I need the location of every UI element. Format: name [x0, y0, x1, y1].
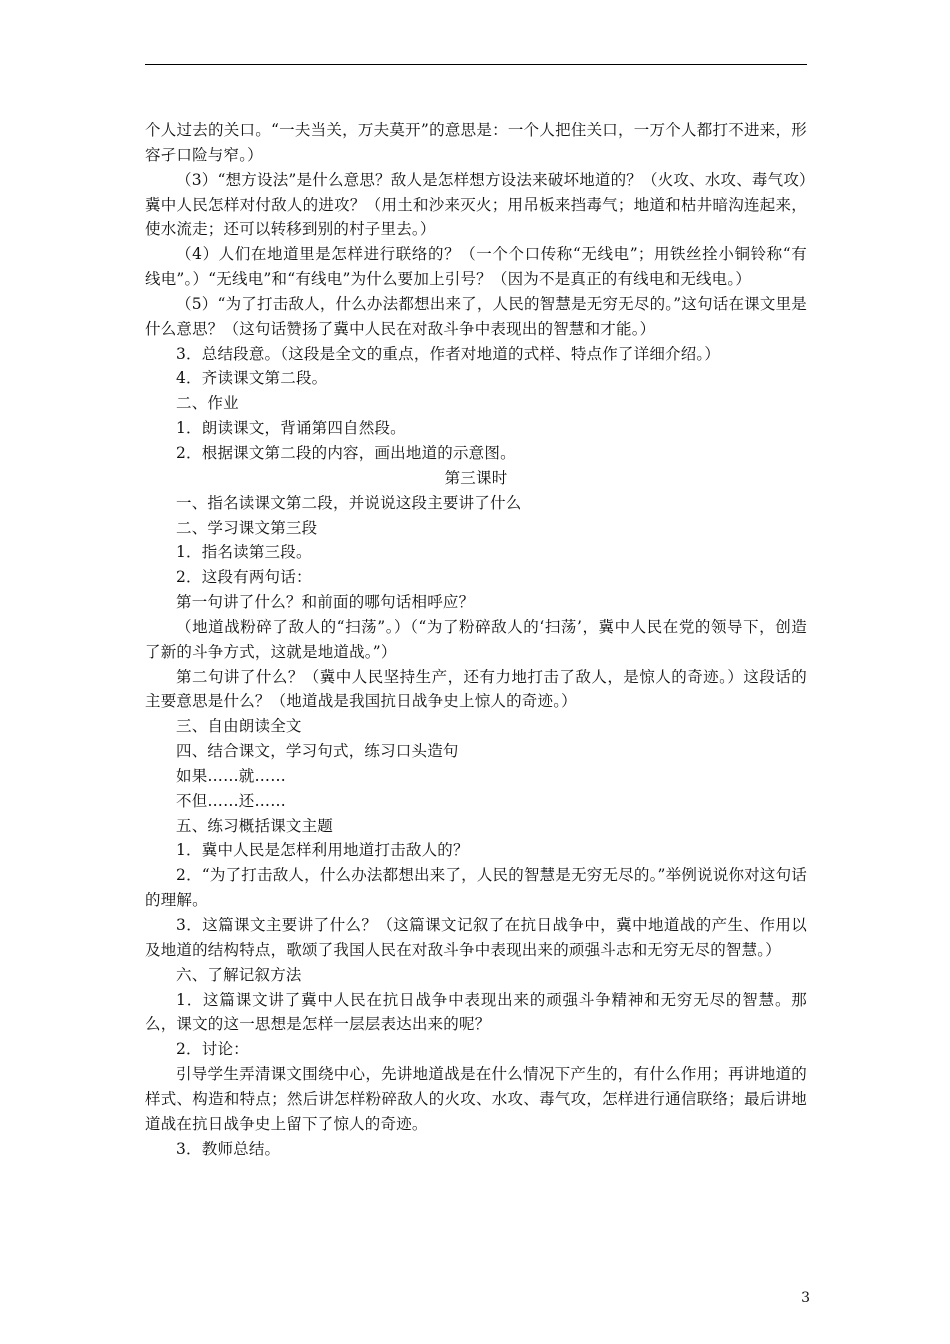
paragraph: 1．这篇课文讲了冀中人民在抗日战争中表现出来的顽强斗争精神和无穷无尽的智慧。那么，课文的这一思想是怎样一层层表达出来的呢？: [145, 990, 807, 1034]
paragraph: 四、结合课文，学习句式，练习口头造句: [176, 742, 459, 761]
paragraph: 三、自由朗读全文: [176, 717, 302, 736]
section-heading: 第三课时: [444, 468, 508, 487]
paragraph: 个人过去的关口。“一夫当关，万夫莫开”的意思是：一个人把住关口，一万个人都打不进来，形容孑口险与窄。）: [145, 121, 807, 164]
paragraph: （地道战粉碎了敌人的“扫荡”。）（“为了粉碎敌人的‘扫荡’，冀中人民在党的领导下，创造了新的斗争方式，这就是地道战。”）: [145, 617, 807, 661]
paragraph: 2．这段有两句话：: [176, 568, 312, 587]
paragraph: 3．这篇课文主要讲了什么？（这篇课文记叙了在抗日战争中，冀中地道战的产生、作用以及地道的结构特点，歌颂了我国人民在对敌斗争中表现出来的顽强斗志和无穷无尽的智慧。）: [145, 916, 807, 959]
paragraph: 引导学生弄清课文围绕中心，先讲地道战是在什么情况下产生的，有什么作用；再讲地道的样式、构造和特点；然后讲怎样粉碎敌人的火攻、水攻、毒气攻，怎样进行通信联络；最后讲地道战在抗日战争史上留下了惊人的奇迹。: [145, 1065, 807, 1133]
paragraph: 2．“为了打击敌人，什么办法都想出来了，人民的智慧是无穷无尽的。”举例说说你对这句话的理解。: [145, 866, 807, 910]
paragraph: 第二句讲了什么？（冀中人民坚持生产，还有力地打击了敌人，是惊人的奇迹。）这段话的主要意思是什么？（地道战是我国抗日战争史上惊人的奇迹。）: [145, 667, 807, 711]
paragraph: 二、作业: [176, 394, 239, 413]
paragraph: 第一句讲了什么？和前面的哪句话相呼应？: [176, 593, 475, 612]
paragraph: 一、指名读课文第二段，并说说这段主要讲了什么: [176, 493, 522, 512]
paragraph: （3）“想方设法”是什么意思？敌人是怎样想方设法来破坏地道的？（火攻、水攻、毒气攻）冀中人民怎样对付敌人的进攻？（用土和沙来灭火；用吊板来挡毒气；地道和枯井暗沟连起来，使水流走；还可以转移到别的村子里去。）: [145, 170, 807, 239]
paragraph: 如果……就……: [176, 766, 286, 785]
paragraph: 二、学习课文第三段: [176, 518, 318, 537]
paragraph: 1．朗读课文，背诵第四自然段。: [176, 419, 406, 438]
paragraph: 3．总结段意。（这段是全文的重点，作者对地道的式样、特点作了详细介绍。）: [176, 344, 721, 363]
paragraph: 五、练习概括课文主题: [176, 816, 334, 835]
paragraph: 2．根据课文第二段的内容，画出地道的示意图。: [176, 443, 516, 462]
paragraph: （4）人们在地道里是怎样进行联络的？（一个个口传称“无线电”；用铁丝拴小铜铃称“有线电”。）“无线电”和“有线电”为什么要加上引号？（因为不是真正的有线电和无线电。）: [145, 245, 807, 289]
paragraph: 1．冀中人民是怎样利用地道打击敌人的？: [176, 841, 469, 860]
document-body: [145, 118, 807, 1161]
page-number: 3: [801, 1290, 810, 1306]
paragraph: 3．教师总结。: [176, 1139, 281, 1158]
paragraph: （5）“为了打击敌人，什么办法都想出来了，人民的智慧是无穷无尽的。”这句话在课文里是什么意思？（这句话赞扬了冀中人民在对敌斗争中表现出的智慧和才能。）: [145, 294, 807, 338]
paragraph: 4．齐读课文第二段。: [176, 369, 328, 388]
paragraph: 不但……还……: [176, 791, 286, 810]
paragraph: 2．讨论：: [176, 1040, 249, 1059]
paragraph: 六、了解记叙方法: [176, 965, 302, 984]
paragraph: 1．指名读第三段。: [176, 543, 312, 562]
header-rule: [145, 64, 807, 65]
